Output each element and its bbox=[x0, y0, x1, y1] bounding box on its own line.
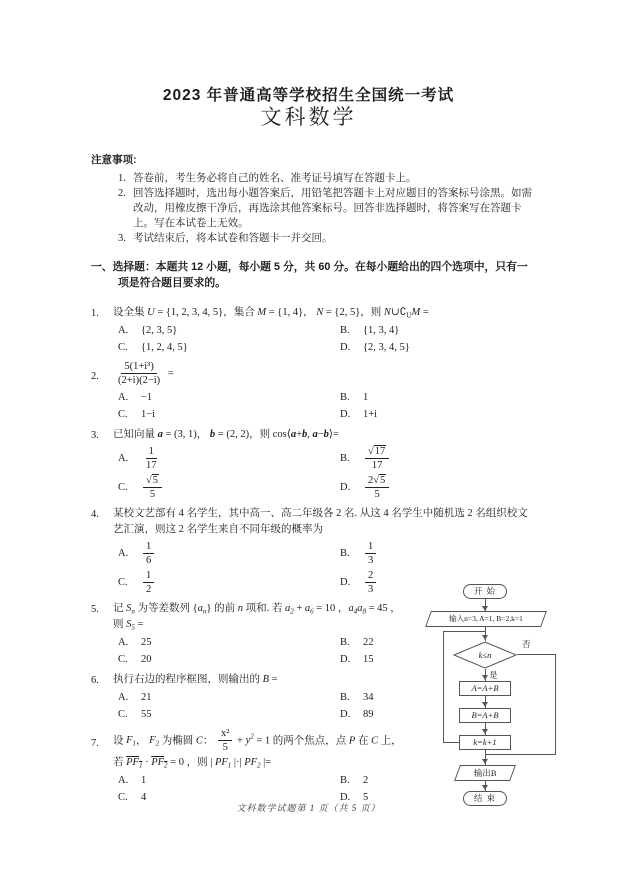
option-a bbox=[118, 540, 340, 568]
option-label: C. bbox=[118, 709, 128, 721]
option-value: 89 bbox=[363, 709, 374, 721]
option-value: $\frac{√17}{17}$ bbox=[356, 445, 391, 473]
flowchart-condition-text: k≤n bbox=[478, 649, 492, 660]
flowchart-decision-node bbox=[453, 641, 517, 669]
question-number: 7. bbox=[91, 737, 99, 749]
option-label: A. bbox=[118, 548, 129, 560]
notice-item-text: 答卷前，考生务必将自己的姓名、准考证号填写在答题卡上。 bbox=[133, 173, 417, 184]
option-a bbox=[118, 773, 340, 789]
yes-branch-label: 是 bbox=[489, 670, 498, 680]
flowchart-step-assign-b: B=A+B bbox=[459, 708, 511, 723]
option-value: 55 bbox=[141, 709, 152, 721]
question-1 bbox=[91, 305, 537, 356]
question-stem: 设全集 U = {1, 2, 3, 4, 5}，集合 M = {1, 4}， N = {2, 5}，则 $N\cup∁_UM$ = bbox=[113, 306, 429, 320]
question-number: 3. bbox=[91, 429, 99, 441]
option-value: 34 bbox=[363, 692, 374, 704]
option-value: {1, 3, 4} bbox=[363, 325, 400, 337]
option-a bbox=[118, 690, 340, 706]
option-b bbox=[340, 323, 410, 339]
question-stem: 执行右边的程序框图，则输出的 B = bbox=[113, 673, 278, 685]
option-label: B. bbox=[340, 692, 350, 704]
option-label: D. bbox=[340, 342, 351, 354]
option-value: {1, 2, 4, 5} bbox=[141, 342, 188, 354]
question-number: 6. bbox=[91, 674, 99, 686]
question-3 bbox=[91, 427, 537, 502]
option-label: C. bbox=[118, 792, 128, 804]
loopback-line bbox=[443, 631, 444, 743]
option-label: D. bbox=[340, 709, 351, 721]
flowchart-start-node: 开 始 bbox=[463, 584, 507, 599]
option-label: C. bbox=[118, 654, 128, 666]
option-a bbox=[118, 635, 340, 651]
options bbox=[113, 445, 537, 502]
option-label: D. bbox=[340, 409, 351, 421]
option-d bbox=[340, 569, 378, 597]
arrowhead-down bbox=[482, 635, 488, 640]
option-label: D. bbox=[340, 792, 351, 804]
option-label: A. bbox=[118, 692, 129, 704]
question-stem: $\frac{\text{5(1+i³)}}{(2+i)(2-i)}$ = bbox=[118, 360, 174, 386]
option-value: $\frac{1}{6}$ bbox=[134, 540, 156, 568]
option-value: 25 bbox=[141, 637, 152, 649]
option-value: $\frac{1}{3}$ bbox=[356, 540, 378, 568]
question-stem-line2: 则 $S_5$ = bbox=[113, 618, 144, 632]
option-c bbox=[118, 652, 340, 668]
flowchart-step-increment-k: k=k+1 bbox=[459, 735, 511, 750]
option-label: A. bbox=[118, 392, 129, 404]
option-c bbox=[118, 707, 340, 723]
notice-item-2 bbox=[118, 187, 537, 231]
exam-subject-title: 文科数学 bbox=[260, 106, 357, 129]
option-b bbox=[340, 445, 391, 473]
flowchart-step-assign-a: A=A+B bbox=[459, 681, 511, 696]
question-stem: 设 $F_1$， $F_2$ 为椭圆 C： $\frac{\text{x²}}{5}$ + $y^2 = 1$ 的两个焦点，点 P 在 C 上， bbox=[113, 727, 402, 753]
options bbox=[113, 390, 537, 423]
option-label: C. bbox=[118, 342, 128, 354]
option-label: C. bbox=[118, 409, 128, 421]
option-b bbox=[340, 540, 378, 568]
option-value: {2, 3, 4, 5} bbox=[363, 342, 410, 354]
option-label: A. bbox=[118, 637, 129, 649]
option-value: 4 bbox=[141, 792, 147, 804]
option-label: B. bbox=[340, 325, 350, 337]
loopback-line bbox=[443, 631, 485, 632]
option-value: 1+i bbox=[363, 409, 378, 421]
option-value: $\frac{2}{3}$ bbox=[356, 569, 378, 597]
option-value: 21 bbox=[141, 692, 152, 704]
option-c bbox=[118, 474, 340, 502]
question-number: 1. bbox=[91, 307, 99, 319]
option-a bbox=[118, 323, 340, 339]
notice-heading: 注意事项: bbox=[91, 154, 137, 166]
option-value: 20 bbox=[141, 654, 152, 666]
question-stem: 某校文艺部有 4 名学生，其中高一、高二年级各 2 名. 从这 4 名学生中随机选 2 名组织校文艺汇演，则这 2 名学生来自不同年级的概率为 bbox=[113, 507, 528, 535]
option-label: C. bbox=[118, 482, 128, 494]
option-c bbox=[118, 340, 340, 356]
option-value: 1 bbox=[141, 775, 147, 787]
no-branch-line bbox=[555, 654, 556, 755]
question-stem: 已知向量 a = (3, 1)， b = (2, 2)，则 cos⟨a+b, a−b⟩= bbox=[113, 428, 339, 440]
option-value: −1 bbox=[141, 392, 153, 404]
question-2 bbox=[91, 360, 537, 423]
option-a bbox=[118, 445, 340, 473]
flowchart-output-text: 输出B bbox=[473, 767, 497, 778]
option-b bbox=[340, 773, 368, 789]
option-d bbox=[340, 652, 374, 668]
option-value: 2 bbox=[363, 775, 369, 787]
page-footer: 文科数学试题第 1 页（共 5 页） bbox=[236, 803, 381, 813]
option-value: 1−i bbox=[141, 409, 156, 421]
no-branch-line bbox=[517, 654, 555, 655]
option-label: A. bbox=[118, 775, 129, 787]
option-label: B. bbox=[340, 548, 350, 560]
option-value: $\frac{1}{17}$ bbox=[146, 445, 157, 471]
option-label: D. bbox=[340, 654, 351, 666]
option-d bbox=[340, 707, 374, 723]
option-d bbox=[340, 474, 391, 502]
option-b bbox=[340, 390, 377, 406]
arrowhead-down bbox=[482, 759, 488, 764]
no-branch-line bbox=[485, 754, 556, 755]
option-label: A. bbox=[118, 325, 129, 337]
option-label: C. bbox=[118, 577, 128, 589]
options bbox=[113, 323, 537, 356]
option-a bbox=[118, 390, 340, 406]
exam-title: 2023 年普通高等学校招生全国统一考试 bbox=[162, 87, 455, 104]
option-value: {2, 3, 5} bbox=[141, 325, 178, 337]
option-value: $\frac{1}{2}$ bbox=[134, 569, 156, 597]
option-label: D. bbox=[340, 482, 351, 494]
flowchart-input-text: 输入n=3, A=1, B=2,k=1 bbox=[449, 614, 523, 624]
arrowhead-down bbox=[482, 675, 488, 680]
option-label: A. bbox=[118, 453, 129, 465]
arrowhead-down bbox=[482, 729, 488, 734]
option-value: 5 bbox=[363, 792, 369, 804]
arrowhead-down bbox=[482, 785, 488, 790]
question-stem: 记 $S_n$ 为等差数列 $\{a_n\}$ 的前 n 项和. 若 $a_2 + a_6 = 10$ ，$a_4a_8 = 45$ ， bbox=[113, 602, 401, 616]
option-label: B. bbox=[340, 637, 350, 649]
option-value: 22 bbox=[363, 637, 374, 649]
notice-item-text: 回答选择题时，选出每小题答案后，用铅笔把答题卡上对应题目的答案标号涂黑。如需改动，用橡皮擦干净后，再选涂其他答案标号。回答非选择题时，将答案写在答题卡上。写在本试卷上无效。 bbox=[133, 188, 532, 229]
notice-item-text: 考试结束后，将本试卷和答题卡一并交回。 bbox=[133, 233, 333, 245]
no-branch-label: 否 bbox=[522, 639, 531, 649]
option-d bbox=[340, 407, 377, 423]
notice-item-number: 1. bbox=[118, 173, 126, 184]
question-number: 5. bbox=[91, 603, 99, 615]
arrowhead-down bbox=[482, 702, 488, 707]
option-value: 15 bbox=[363, 654, 374, 666]
option-b bbox=[340, 690, 374, 706]
option-label: B. bbox=[340, 453, 350, 465]
option-label: B. bbox=[340, 775, 350, 787]
question-number: 2. bbox=[91, 370, 99, 382]
program-flowchart bbox=[423, 584, 573, 814]
loopback-line bbox=[443, 742, 459, 743]
question-number: 4. bbox=[91, 508, 99, 520]
option-label: D. bbox=[340, 577, 351, 589]
section-heading: 一、选择题：本题共 12 小题，每小题 5 分，共 60 分。在每小题给出的四个选项中，只有一项是符合题目要求的。 bbox=[91, 260, 528, 290]
option-d bbox=[340, 340, 410, 356]
question-stem-line2: 若 $PF_1 \cdot PF_2 = 0$ ，则 | $PF_1$ |·| $PF_2$ |= bbox=[113, 756, 272, 770]
option-value: 1 bbox=[363, 392, 369, 404]
notice-item-3 bbox=[118, 232, 537, 247]
option-label: B. bbox=[340, 392, 350, 404]
flowchart-end-node: 结 束 bbox=[463, 791, 507, 806]
option-c bbox=[118, 407, 340, 423]
notice-item-number: 3. bbox=[118, 233, 126, 245]
option-c bbox=[118, 569, 340, 597]
flowchart-output-node bbox=[454, 765, 516, 781]
notice-item-number: 2. bbox=[118, 188, 126, 200]
option-b bbox=[340, 635, 374, 651]
notice-list bbox=[118, 172, 537, 247]
option-value: $\frac{√5}{5}$ bbox=[134, 474, 164, 502]
flowchart-input-node bbox=[425, 611, 547, 627]
option-value: $\frac{2√5}{5}$ bbox=[356, 474, 391, 502]
notice-item-1 bbox=[118, 172, 537, 187]
